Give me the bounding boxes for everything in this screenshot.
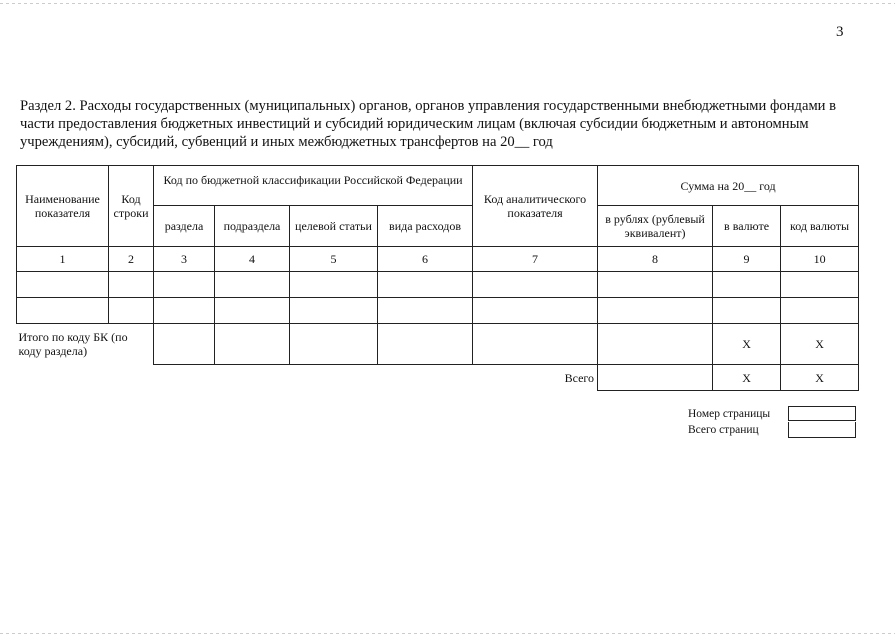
total-label: Всего (564, 370, 595, 385)
header-line-code: Код строки (109, 166, 154, 247)
column-number: 1 (17, 247, 109, 272)
header-analytic-code: Код аналитического показателя (473, 166, 598, 247)
total-bk-row (17, 324, 859, 365)
column-number: 7 (473, 247, 598, 272)
table-cell[interactable] (215, 298, 290, 324)
total-bk-label: Итого по коду БК (по коду раздела) (18, 330, 128, 358)
column-number: 5 (290, 247, 378, 272)
header-currency-code: код валюты (781, 206, 859, 247)
table-row (17, 298, 859, 324)
table-cell[interactable] (154, 298, 215, 324)
column-number: 3 (154, 247, 215, 272)
page-number-label: Номер страницы (688, 408, 771, 420)
table-cell[interactable] (598, 365, 713, 391)
column-number: 2 (109, 247, 154, 272)
x-mark: X (713, 365, 781, 391)
table-cell[interactable] (781, 298, 859, 324)
pages-total-box[interactable] (788, 422, 856, 438)
column-number: 4 (215, 247, 290, 272)
table-cell[interactable] (17, 298, 109, 324)
x-mark: X (781, 365, 859, 391)
table-cell[interactable] (378, 298, 473, 324)
column-numbers-row (17, 247, 859, 272)
table-cell[interactable] (154, 324, 215, 365)
table-cell[interactable] (781, 272, 859, 298)
column-number: 6 (378, 247, 473, 272)
x-mark: X (781, 324, 859, 365)
table-cell[interactable] (290, 298, 378, 324)
table-cell[interactable] (378, 272, 473, 298)
table-cell[interactable] (17, 272, 109, 298)
table-cell[interactable] (473, 272, 598, 298)
table-cell[interactable] (473, 298, 598, 324)
table-cell[interactable] (154, 272, 215, 298)
scan-edge-bottom (0, 633, 895, 634)
x-mark: X (713, 324, 781, 365)
table-cell[interactable] (215, 272, 290, 298)
table-cell[interactable] (598, 298, 713, 324)
table-cell[interactable] (598, 272, 713, 298)
table-cell[interactable] (473, 324, 598, 365)
total-row (17, 365, 859, 391)
header-currency: в валюте (713, 206, 781, 247)
header-name: Наименование показателя (17, 166, 109, 247)
table-cell[interactable] (215, 324, 290, 365)
table-cell[interactable] (290, 272, 378, 298)
table-cell[interactable] (598, 324, 713, 365)
header-subsection: подраздела (215, 206, 290, 247)
page-number: 3 (836, 24, 844, 40)
pages-total-label: Всего страниц (688, 424, 759, 436)
header-expense-type: вида расходов (378, 206, 473, 247)
expenses-table (16, 165, 859, 391)
header-section: раздела (154, 206, 215, 247)
table-cell[interactable] (713, 298, 781, 324)
header-sum-group: Сумма на 20__ год (598, 166, 859, 206)
column-number: 8 (598, 247, 713, 272)
table-cell[interactable] (290, 324, 378, 365)
header-bk-group: Код по бюджетной классификации Российской Федерации (154, 166, 473, 206)
table-cell[interactable] (713, 272, 781, 298)
section-heading: Раздел 2. Расходы государственных (муниципальных) органов, органов управления государственными внебюджетными фондами в части предоставления бюджетных инвестиций и субсидий юридическим лицам (включая субсидии бюджетным и автономным учреждениям), субсидий, субвенций и иных межбюджетных трансфертов на 20__ год (20, 98, 837, 150)
table-row (17, 272, 859, 298)
column-number: 10 (781, 247, 859, 272)
header-target: целевой статьи (290, 206, 378, 247)
page-number-box[interactable] (788, 406, 856, 421)
scan-edge-top (0, 3, 895, 4)
header-rubles: в рублях (рублевый эквивалент) (598, 206, 713, 247)
column-number: 9 (713, 247, 781, 272)
table-cell[interactable] (109, 272, 154, 298)
table-cell[interactable] (109, 298, 154, 324)
table-cell[interactable] (378, 324, 473, 365)
